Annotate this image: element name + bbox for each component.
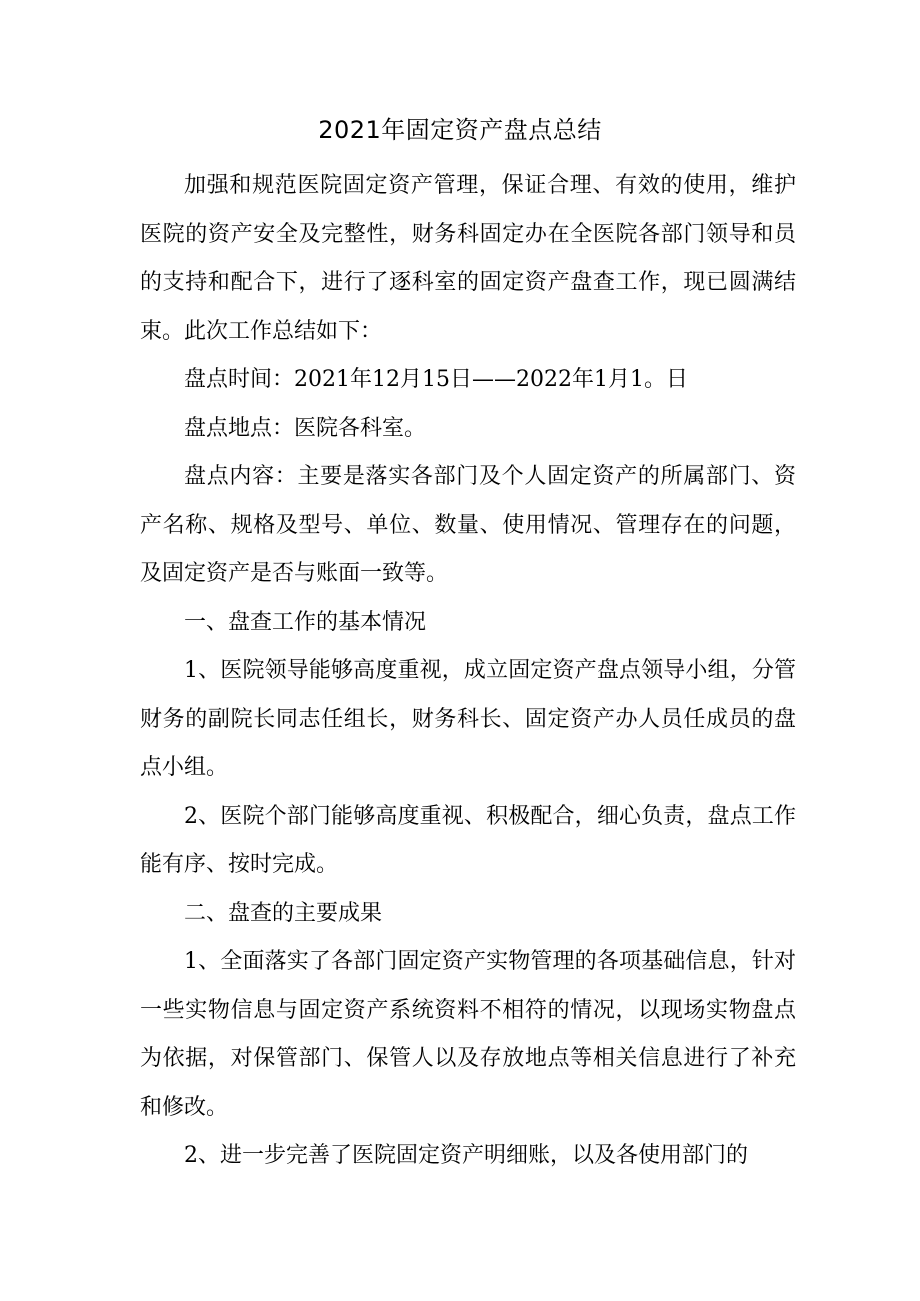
- document-title: 2021年固定资产盘点总结: [318, 116, 602, 144]
- paragraph-basic-situation-2: 2、医院个部门能够高度重视、积极配合，细心负责，盘点工作能有序、按时完成。: [140, 803, 796, 877]
- paragraph-main-results-2: 2、进一步完善了医院固定资产明细账，以及各使用部门的: [184, 1143, 748, 1168]
- paragraph-intro: 加强和规范医院固定资产管理，保证合理、有效的使用，维护医院的资产安全及完整性，财务科固定办在全医院各部门领导和员的支持和配合下，进行了逐科室的固定资产盘查工作，现已圆满结束。此次工作总结如下：: [140, 173, 796, 344]
- paragraph-inventory-location: 盘点地点：医院各科室。: [184, 415, 427, 441]
- section-heading-main-results: 二、盘查的主要成果: [184, 900, 383, 926]
- paragraph-main-results-1: 1、全面落实了各部门固定资产实物管理的各项基础信息，针对一些实物信息与固定资产系统资料不相符的情况，以现场实物盘点为依据，对保管部门、保管人以及存放地点等相关信息进行了补充和修改。: [140, 949, 796, 1120]
- section-heading-basic-situation: 一、盘查工作的基本情况: [184, 609, 427, 635]
- document-body: [140, 162, 796, 1181]
- paragraph-basic-situation-1: 1、医院领导能够高度重视，成立固定资产盘点领导小组，分管财务的副院长同志任组长，财务科长、固定资产办人员任成员的盘点小组。: [140, 658, 796, 780]
- paragraph-inventory-time: 盘点时间：2021年12月15日——2022年1月1。日: [184, 367, 688, 392]
- paragraph-inventory-content: 盘点内容：主要是落实各部门及个人固定资产的所属部门、资产名称、规格及型号、单位、数量、使用情况、管理存在的问题，及固定资产是否与账面一致等。: [140, 464, 796, 586]
